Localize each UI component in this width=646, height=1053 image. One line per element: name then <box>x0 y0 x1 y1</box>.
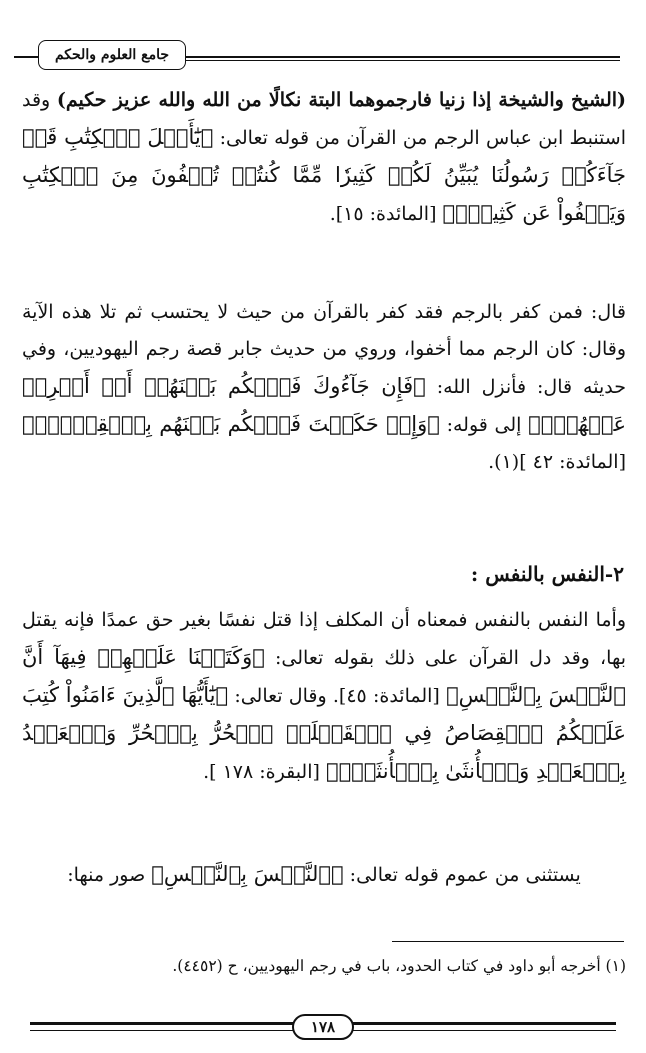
paragraph-2 <box>22 294 626 481</box>
header-rule-left <box>14 56 38 58</box>
quran-verse-2: ﴿يَٰٓأَيُّهَا ٱلَّذِينَ ءَامَنُواْ كُتِبَ عَلَيۡكُمُ ٱلۡقِصَاصُ فِي ٱلۡقَتۡلَىۖ ٱلۡحُرُّ بِٱلۡحُرِّ وَٱلۡعَبۡدُ بِٱلۡعَبۡدِ وَٱلۡأُنثَىٰ بِٱلۡأُنثَىٰۚ﴾ <box>22 683 626 783</box>
footnote: (١) أخرجه أبو داود في كتاب الحدود، باب في رجم اليهوديين، ح (٤٤٥٢). <box>172 957 626 975</box>
paragraph-1-intro: وقد استنبط ابن عباس الرجم من القرآن من قوله تعالى: <box>22 89 626 149</box>
paragraph-4-text-1: يستثنى من عموم قوله تعالى: <box>349 864 581 886</box>
paragraph-3-text-2: وقال تعالى: <box>234 685 327 707</box>
verse-reference: [المائدة: ٤٢ ](١). <box>488 451 626 473</box>
paragraph-2-text-2: إلى قوله: <box>446 414 522 436</box>
quran-verse-1: ﴿وَكَتَبۡنَا عَلَيۡهِمۡ فِيهَآ أَنَّ ٱلنَّفۡسَ بِٱلنَّفۡسِ﴾ <box>22 645 626 707</box>
verse-reference: [المائدة: ١٥]. <box>329 203 437 225</box>
footnote-rule <box>392 941 624 942</box>
verse-reference-1: [المائدة: ٤٥]. <box>332 685 440 707</box>
quoted-verse: (الشيخ والشيخة إذا زنيا فارجموهما البتة نكالًا من الله والله عزيز حكيم) <box>56 89 626 111</box>
quran-verse: ﴿ٱلنَّفۡسَ بِٱلنَّفۡسِ﴾ <box>151 862 344 886</box>
running-header-title: جامع العلوم والحكم <box>38 40 186 70</box>
paragraph-3 <box>22 602 626 791</box>
paragraph-4-text-2: صور منها: <box>67 864 146 886</box>
header-rule-right <box>186 56 620 58</box>
paragraph-4 <box>22 856 626 894</box>
page-number: ١٧٨ <box>292 1014 354 1040</box>
paragraph-2-text-1: قال: فمن كفر بالرجم فقد كفر بالقرآن من حيث لا يحتسب ثم تلا هذه الآية وقال: كان الرجم مما أخفوا، وروي من حديث جابر قصة رجم اليهوديين، وفي حديثه قال: فأنزل الله: <box>22 301 626 398</box>
paragraph-1 <box>22 82 626 233</box>
header-rule-right-thin <box>186 60 620 61</box>
quran-verse-al-maidah-15: ﴿يَٰٓأَهۡلَ ٱلۡكِتَٰبِ قَدۡ جَآءَكُمۡ رَسُولُنَا يُبَيِّنُ لَكُمۡ كَثِيرٗا مِّمَّا كُنتُمۡ تُخۡفُونَ مِنَ ٱلۡكِتَٰبِ وَيَعۡفُواْ عَن كَثِيرٖۚ﴾ <box>22 125 626 225</box>
section-heading: ٢-النفس بالنفس : <box>470 562 624 586</box>
paragraph-3-text-1: وأما النفس بالنفس فمعناه أن المكلف إذا قتل نفسًا بغير حق عمدًا فإنه يقتل بها، وقد دل القرآن على ذلك بقوله تعالى: <box>22 609 626 669</box>
verse-reference-2: [البقرة: ١٧٨ ]. <box>203 761 320 783</box>
quran-verse-2: ﴿وَإِنۡ حَكَمۡتَ فَٱحۡكُم بَيۡنَهُم بِٱلۡقِسۡطِۚ﴾ <box>22 412 440 436</box>
quran-verse-1: ﴿فَإِن جَآءُوكَ فَٱحۡكُم بَيۡنَهُمۡ أَوۡ أَعۡرِضۡ عَنۡهُمۡۖ﴾ <box>22 374 626 436</box>
